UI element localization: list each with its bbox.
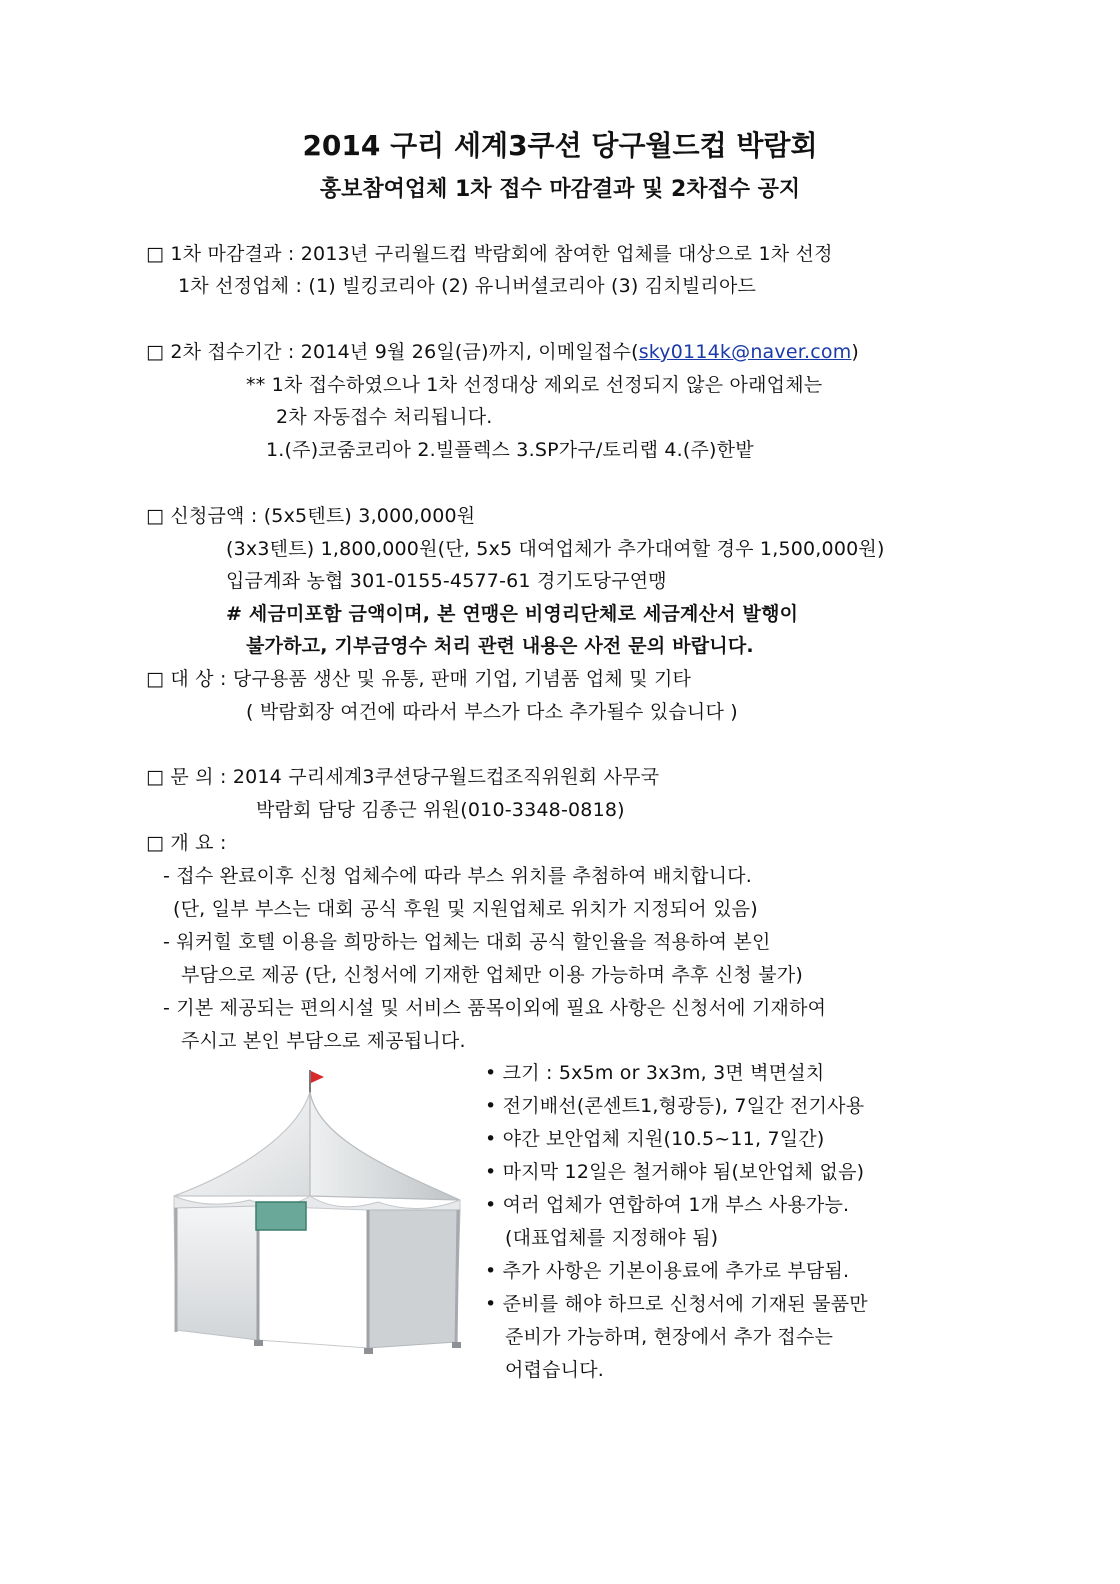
bullet-joint-booth-note: (대표업체를 지정해야 됨): [505, 1227, 719, 1249]
auto-application-note-cont: 2차 자동접수 처리됩니다.: [276, 406, 493, 428]
first-selected-companies: 1차 선정업체 : (1) 빌킹코리아 (2) 유니버셜코리아 (3) 김치빌리아드: [178, 275, 757, 297]
auto-application-companies: 1.(주)코줌코리아 2.빌플렉스 3.SP가구/토리랩 4.(주)한밭: [266, 439, 754, 461]
overview-line: 주시고 본인 부담으로 제공됩니다.: [181, 1030, 466, 1052]
overview-line: - 워커힐 호텔 이용을 희망하는 업체는 대회 공식 할인율을 적용하여 본인: [163, 931, 771, 953]
overview-line: - 접수 완료이후 신청 업체수에 따라 부스 위치를 추첨하여 배치합니다.: [163, 865, 752, 887]
bullet-size: • 크기 : 5x5m or 3x3m, 3면 벽면설치: [485, 1062, 825, 1084]
tax-notice-cont: 불가하고, 기부금영수 처리 관련 내용은 사전 문의 바랍니다.: [246, 635, 754, 657]
auto-application-note: ** 1차 접수하였으나 1차 선정대상 제외로 선정되지 않은 아래업체는: [246, 374, 823, 396]
page-subtitle: 홍보참여업체 1차 접수 마감결과 및 2차접수 공지: [319, 177, 801, 202]
bullet-extra-cost: • 추가 사항은 기본이용료에 추가로 부담됨.: [485, 1260, 850, 1282]
tent-illustration: [168, 1068, 468, 1358]
target-audience-note: ( 박람회장 여건에 따라서 부스가 다소 추가될수 있습니다 ): [246, 701, 738, 723]
target-audience: □ 대 상 : 당구용품 생산 및 유통, 판매 기업, 기념품 업체 및 기타: [146, 668, 692, 690]
bullet-security: • 야간 보안업체 지원(10.5~11, 7일간): [485, 1128, 825, 1150]
overview-line: - 기본 제공되는 편의시설 및 서비스 품목이외에 필요 사항은 신청서에 기재하여: [163, 997, 827, 1019]
period-close: ): [851, 341, 860, 363]
inquiry: □ 문 의 : 2014 구리세계3쿠션당구월드컵조직위원회 사무국: [146, 766, 660, 788]
bullet-removal: • 마지막 12일은 철거해야 됨(보안업체 없음): [485, 1161, 865, 1183]
bullet-electric: • 전기배선(콘센트1,형광등), 7일간 전기사용: [485, 1095, 865, 1117]
application-fee: □ 신청금액 : (5x5텐트) 3,000,000원: [146, 505, 476, 527]
second-application-period: [146, 339, 859, 365]
period-text: □ 2차 접수기간 : 2014년 9월 26일(금)까지, 이메일접수(: [146, 341, 639, 363]
overview-heading: □ 개 요 :: [146, 832, 227, 854]
email-link[interactable]: sky0114k@naver.com: [638, 341, 852, 363]
inquiry-contact: 박람회 담당 김종근 위원(010-3348-0818): [256, 799, 625, 821]
overview-line: (단, 일부 부스는 대회 공식 후원 및 지원업체로 위치가 지정되어 있음): [173, 898, 758, 920]
deposit-account: 입금계좌 농협 301-0155-4577-61 경기도당구연맹: [226, 570, 667, 592]
overview-line: 부담으로 제공 (단, 신청서에 기재한 업체만 이용 가능하며 추후 신청 불가): [181, 964, 803, 986]
bullet-preparation-cont: 준비가 가능하며, 현장에서 추가 접수는: [505, 1326, 834, 1348]
bullet-preparation-end: 어렵습니다.: [505, 1359, 605, 1381]
bullet-joint-booth: • 여러 업체가 연합하여 1개 부스 사용가능.: [485, 1194, 850, 1216]
tax-notice: # 세금미포함 금액이며, 본 연맹은 비영리단체로 세금계산서 발행이: [226, 603, 799, 625]
application-fee-3x3: (3x3텐트) 1,800,000원(단, 5x5 대여업체가 추가대여할 경우 1,500,000원): [226, 538, 885, 560]
tent-sign-panel: [256, 1202, 306, 1230]
page-title: 2014 구리 세계3쿠션 당구월드컵 박람회: [302, 129, 818, 162]
flag-shape: [311, 1071, 324, 1083]
bullet-preparation: • 준비를 해야 하므로 신청서에 기재된 물품만: [485, 1293, 868, 1315]
first-deadline-result: □ 1차 마감결과 : 2013년 구리월드컵 박람회에 참여한 업체를 대상으로 1차 선정: [146, 243, 833, 265]
